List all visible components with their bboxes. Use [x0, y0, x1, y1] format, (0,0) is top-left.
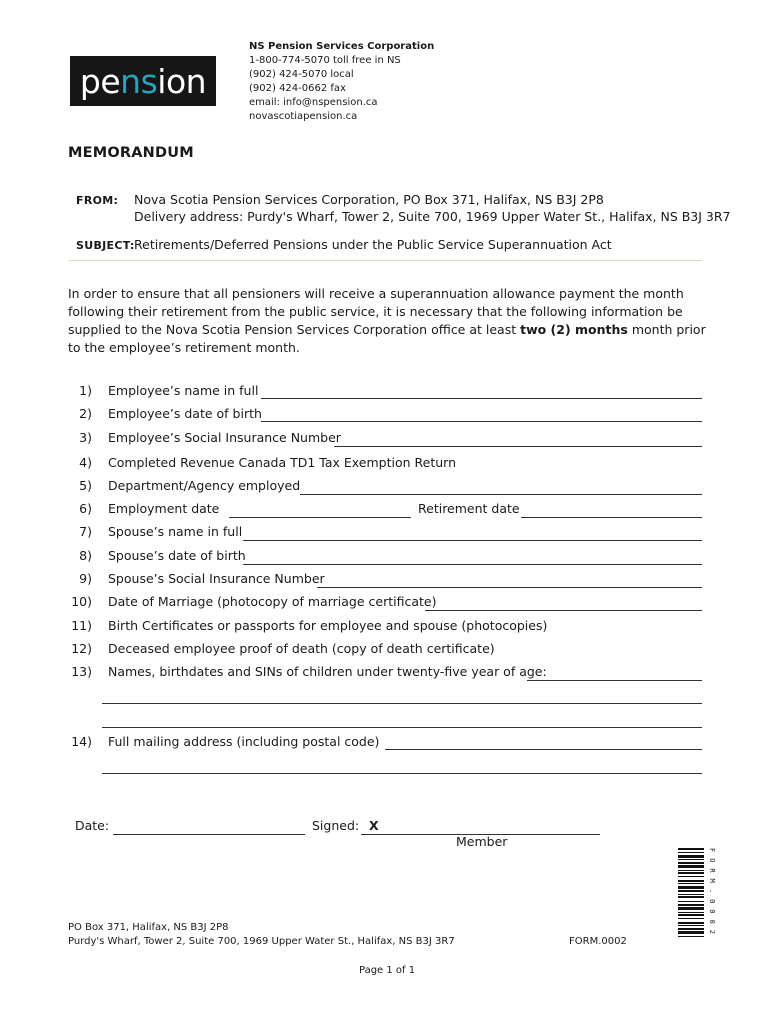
employee-sin-field[interactable]	[334, 446, 702, 447]
spouse-dob-field[interactable]	[243, 564, 702, 565]
list-item: 5) Department/Agency employed	[0, 478, 770, 498]
date-label: Date:	[75, 818, 110, 833]
list-item: 10) Date of Marriage (photocopy of marriage certificate)	[0, 594, 770, 614]
org-name: NS Pension Services Corporation	[249, 41, 435, 52]
list-item: 13) Names, birthdates and SINs of children under twenty-five year of age:	[0, 664, 770, 684]
employment-date-field[interactable]	[229, 517, 411, 518]
list-item: 3) Employee’s Social Insurance Number	[0, 430, 770, 450]
employee-name-field[interactable]	[261, 398, 702, 399]
footer-address-2: Purdy's Wharf, Tower 2, Suite 700, 1969 Upper Water St., Halifax, NS B3J 3R7	[68, 936, 455, 947]
retirement-date-label: Retirement date	[418, 501, 520, 516]
list-item: 2) Employee’s date of birth	[0, 406, 770, 426]
local-phone: (902) 424-5070 local	[249, 69, 354, 80]
pension-logo	[70, 56, 216, 106]
logo-text: i	[157, 61, 166, 101]
children-field-3[interactable]	[102, 727, 702, 728]
children-field-1[interactable]	[527, 680, 702, 681]
logo-text: pe	[79, 61, 121, 101]
children-field-2[interactable]	[102, 703, 702, 704]
from-line-1: Nova Scotia Pension Services Corporation, PO Box 371, Halifax, NS B3J 2P8	[134, 192, 604, 207]
logo-text: on	[165, 61, 207, 101]
from-line-2: Delivery address: Purdy's Wharf, Tower 2, Suite 700, 1969 Upper Water St., Halifax, NS B3J 3R7	[134, 209, 731, 224]
subject-label: SUBJECT:	[76, 239, 135, 252]
date-field[interactable]	[113, 834, 305, 835]
list-item: 9) Spouse’s Social Insurance Number	[0, 571, 770, 591]
form-code: FORM.0002	[569, 936, 627, 947]
list-item: 1) Employee’s name in full	[0, 383, 770, 403]
employee-dob-field[interactable]	[261, 421, 702, 422]
signature-mark: X	[369, 818, 379, 833]
list-item: 8) Spouse’s date of birth	[0, 548, 770, 568]
header-divider	[68, 260, 702, 261]
barcode-image	[678, 848, 704, 966]
member-label: Member	[456, 834, 508, 849]
intro-paragraph: In order to ensure that all pensioners will receive a superannuation allowance payment the month following their retirement from the public service, it is necessary that the following information be supplied to the Nova Scotia Pension Services Corporation office at least two (2) months month prior to the employee’s retirement month.	[68, 286, 706, 355]
barcode-caption: FORM.0002	[708, 848, 716, 940]
mailing-address-field-1[interactable]	[385, 749, 702, 750]
retirement-date-field[interactable]	[521, 517, 702, 518]
page-number: Page 1 of 1	[359, 965, 416, 976]
signed-label: Signed:	[312, 818, 360, 833]
logo-text-accent: ns	[120, 61, 158, 101]
list-item: 6) Employment date Retirement date	[0, 501, 770, 521]
mailing-address-field-2[interactable]	[102, 773, 702, 774]
department-field[interactable]	[300, 494, 702, 495]
footer-address-1: PO Box 371, Halifax, NS B3J 2P8	[68, 922, 229, 933]
spouse-sin-field[interactable]	[317, 587, 702, 588]
tollfree-phone: 1-800-774-5070 toll free in NS	[249, 55, 401, 66]
spouse-name-field[interactable]	[243, 540, 702, 541]
memo-title: MEMORANDUM	[68, 145, 194, 161]
list-item: 7) Spouse’s name in full	[0, 524, 770, 544]
contact-block	[249, 40, 434, 124]
intro-emphasis: two (2) months	[520, 322, 628, 337]
list-item: 4) Completed Revenue Canada TD1 Tax Exemption Return	[79, 455, 456, 470]
from-label: FROM:	[76, 194, 119, 207]
fax-number: (902) 424-0662 fax	[249, 83, 346, 94]
list-item: 14) Full mailing address (including postal code)	[0, 734, 770, 754]
website: novascotiapension.ca	[249, 111, 358, 122]
subject-text: Retirements/Deferred Pensions under the Public Service Superannuation Act	[134, 237, 612, 252]
marriage-date-field[interactable]	[425, 610, 702, 611]
list-item: 12) Deceased employee proof of death (copy of death certificate)	[71, 641, 495, 656]
email-address: email: info@nspension.ca	[249, 97, 378, 108]
list-item: 11) Birth Certificates or passports for employee and spouse (photocopies)	[71, 618, 548, 633]
